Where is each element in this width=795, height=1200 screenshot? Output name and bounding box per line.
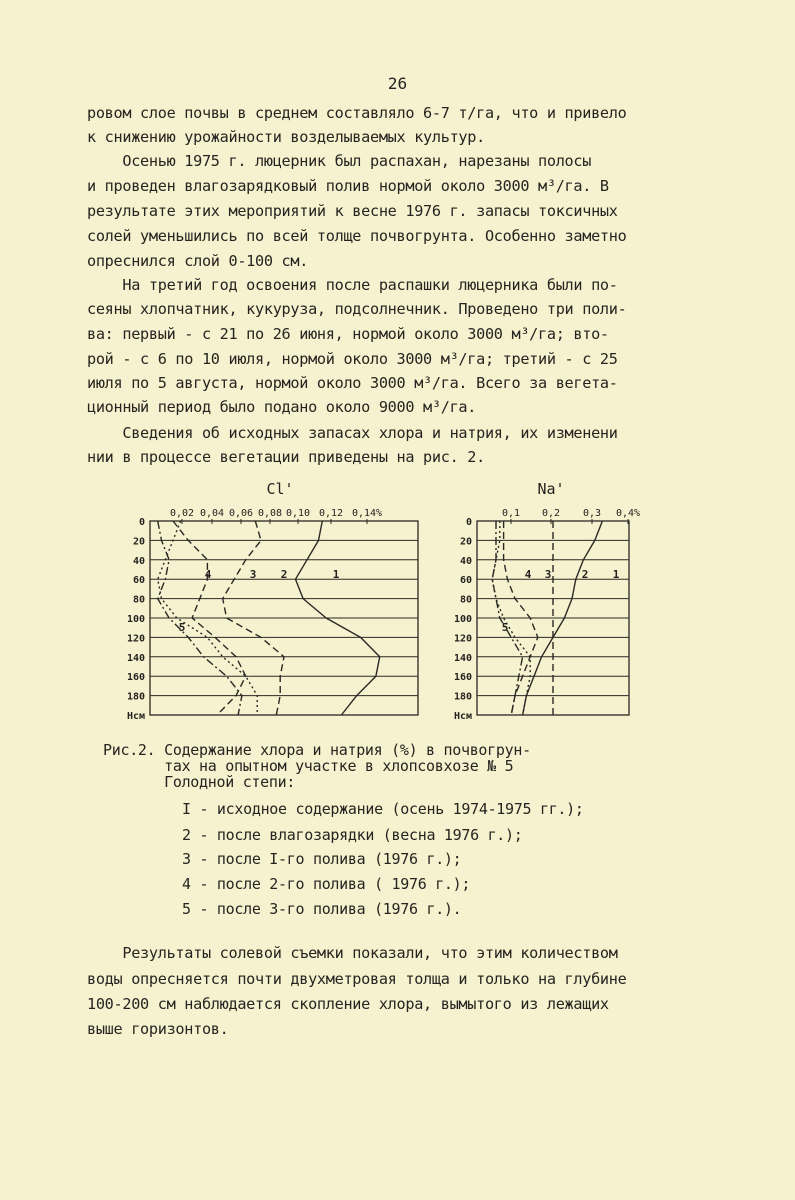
text-line: опреснился слой 0-100 см. — [87, 252, 309, 270]
y-tick-label: 60 — [459, 575, 472, 587]
legend-item: 4 - после 2-го полива ( 1976 г.); — [182, 875, 471, 893]
chart-title: Na' — [537, 480, 565, 498]
text-line: Осенью 1975 г. люцерник был распахан, нарезаны полосы — [87, 152, 592, 170]
x-tick-label: 0,04 — [199, 508, 225, 519]
curve-label: 4 — [204, 568, 212, 581]
curve-label: 1 — [612, 568, 620, 581]
text-line: и проведен влагозарядковый полив нормой около 3000 м³/га. В — [87, 177, 609, 195]
x-tick-label: 0,08 — [257, 508, 283, 519]
text-line: На третий год освоения после распашки люцерника были по- — [87, 276, 618, 294]
y-tick-label: Нсм — [453, 711, 472, 722]
y-tick-label: 80 — [459, 594, 472, 606]
curve-label: 3 — [249, 568, 257, 581]
text-line: ва: первый - с 21 по 26 июня, нормой около 3000 м³/га; вто- — [87, 325, 609, 343]
text-line: ровом слое почвы в среднем составляло 6-7 т/га, что и привело — [87, 104, 627, 122]
y-tick-label: 120 — [453, 633, 472, 645]
curve-label: 5 — [178, 621, 186, 634]
x-tick-label: 0,1 — [501, 508, 521, 519]
legend-item: 3 - после I-го полива (1976 г.); — [182, 850, 462, 868]
text-line: ционный период было подано около 9000 м³/га. — [87, 398, 477, 416]
text-line: к снижению урожайности возделываемых культур. — [87, 128, 485, 146]
x-tick-label: 0,4% — [615, 508, 641, 519]
text-line: выше горизонтов. — [87, 1020, 229, 1038]
y-tick-label: 120 — [126, 633, 145, 645]
figure-caption-line: тах на опытном участке в хлопсовхозе № 5 — [103, 757, 514, 775]
text-line: воды опресняется почти двухметровая толща и только на глубине — [87, 970, 627, 988]
text-line: Сведения об исходных запасах хлора и натрия, их изменени — [87, 424, 618, 442]
y-tick-label: 180 — [453, 691, 472, 703]
chart-chlorine — [127, 480, 418, 722]
y-tick-label: 40 — [132, 555, 145, 567]
curve-label: 4 — [524, 568, 532, 581]
y-tick-label: 0 — [465, 517, 472, 528]
x-tick-label: 0,02 — [169, 508, 195, 519]
legend-item: I - исходное содержание (осень 1974-1975 гг.); — [182, 800, 584, 818]
page-number: 26 — [387, 74, 408, 93]
y-tick-label: 100 — [126, 614, 145, 625]
y-tick-label: 20 — [132, 536, 145, 548]
x-tick-label: 0,10 — [285, 508, 311, 519]
text-line: результате этих мероприятий к весне 1976 г. запасы токсичных — [87, 202, 618, 220]
x-tick-label: 0,2 — [541, 508, 561, 519]
x-tick-label: 0,12 — [318, 508, 344, 519]
legend-item: 2 - после влагозарядки (весна 1976 г.); — [182, 826, 523, 844]
x-tick-label: 0,06 — [228, 508, 254, 519]
y-tick-label: 160 — [126, 672, 145, 684]
y-tick-label: 100 — [453, 614, 472, 625]
legend-item: 5 - после 3-го полива (1976 г.). — [182, 900, 462, 918]
y-tick-label: 180 — [126, 691, 145, 703]
y-tick-label: 80 — [132, 594, 145, 606]
y-tick-label: 60 — [132, 575, 145, 587]
text-line: июля по 5 августа, нормой около 3000 м³/га. Всего за вегета- — [87, 374, 618, 392]
chart-sodium — [454, 480, 640, 722]
y-tick-label: 0 — [138, 517, 145, 528]
y-tick-label: 140 — [453, 652, 472, 664]
y-tick-label: 160 — [453, 672, 472, 684]
figure-caption-line: Голодной степи: — [103, 773, 296, 791]
x-tick-label: 0,3 — [582, 508, 602, 519]
text-line: Результаты солевой съемки показали, что этим количеством — [87, 944, 618, 962]
x-tick-label: 0,14% — [351, 508, 383, 519]
curve-label: 5 — [501, 621, 509, 634]
y-tick-label: 140 — [126, 652, 145, 664]
text-line: сеяны хлопчатник, кукуруза, подсолнечник. Проведено три поли- — [87, 300, 627, 318]
text-line: 100-200 см наблюдается скопление хлора, вымытого из лежащих — [87, 995, 609, 1013]
text-line: нии в процессе вегетации приведены на рис. 2. — [87, 448, 485, 466]
curve-label: 2 — [280, 568, 288, 581]
curve-label: 3 — [544, 568, 552, 581]
y-tick-label: 20 — [459, 536, 472, 548]
y-tick-label: 40 — [459, 555, 472, 567]
text-line: рой - с 6 по 10 июля, нормой около 3000 м³/га; третий - с 25 — [87, 350, 618, 368]
text-line: солей уменьшились по всей толще почвогрунта. Особенно заметно — [87, 227, 627, 245]
curve-label: 2 — [581, 568, 589, 581]
chart-title: Cl' — [266, 480, 294, 498]
figure-caption-line: Рис.2. Содержание хлора и натрия (%) в почвогрун- — [103, 741, 531, 759]
curve-label: 1 — [332, 568, 340, 581]
y-tick-label: Нсм — [126, 711, 145, 722]
